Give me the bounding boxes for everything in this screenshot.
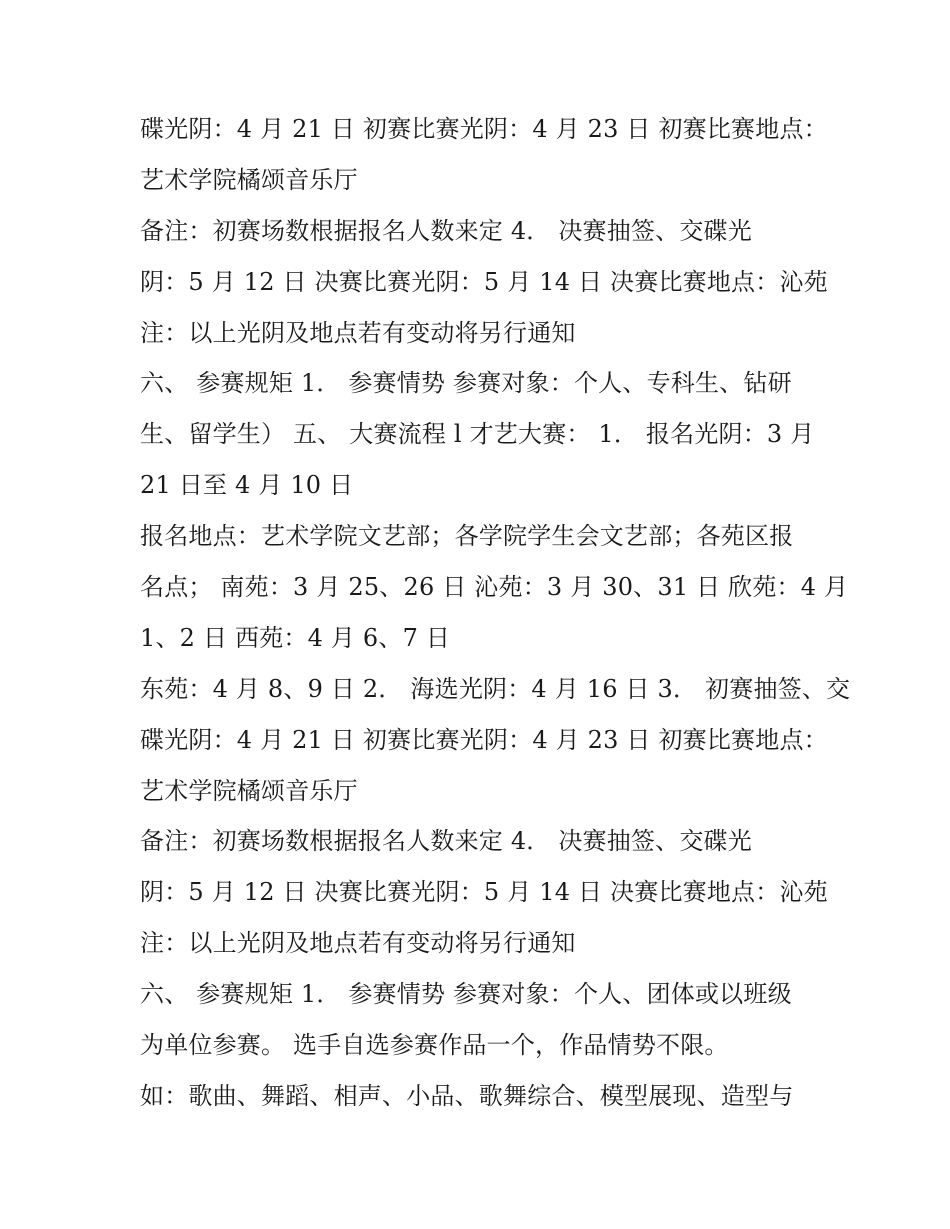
text-line: 艺术学院橘颂音乐厅 — [140, 776, 358, 805]
text-line: 碟光阴：4 月 21 日 初赛比赛光阴：4 月 23 日 初赛比赛地点： — [140, 115, 828, 143]
text-line: 六、 参赛规矩 1． 参赛情势 参赛对象：个人、团体或以班级 — [140, 980, 792, 1009]
text-line: 注：以上光阴及地点若有变动将另行通知 — [140, 318, 576, 347]
text-line: 六、 参赛规矩 1． 参赛情势 参赛对象：个人、专科生、钻研 — [140, 369, 792, 398]
text-line: 备注：初赛场数根据报名人数来定 4． 决赛抽签、交碟光 — [140, 827, 752, 856]
text-line: 碟光阴：4 月 21 日 初赛比赛光阴：4 月 23 日 初赛比赛地点： — [140, 725, 828, 754]
text-line: 生、留学生） 五、 大赛流程 l 才艺大赛： 1． 报名光阴：3 月 — [140, 420, 815, 449]
text-line: 如：歌曲、舞蹈、相声、小品、歌舞综合、模型展现、造型与 — [140, 1081, 794, 1110]
document-text-body — [140, 104, 851, 1122]
text-line: 阴：5 月 12 日 决赛比赛光阴：5 月 14 日 决赛比赛地点：沁苑 — [140, 878, 828, 907]
text-line: 艺术学院橘颂音乐厅 — [140, 165, 358, 194]
text-line: 报名地点：艺术学院文艺部；各学院学生会文艺部；各苑区报 — [140, 522, 794, 551]
text-line: 1、2 日 西苑：4 月 6、7 日 — [140, 623, 451, 652]
text-line: 注：以上光阴及地点若有变动将另行通知 — [140, 929, 576, 958]
text-line: 备注：初赛场数根据报名人数来定 4． 决赛抽签、交碟光 — [140, 216, 752, 245]
text-line: 东苑：4 月 8、9 日 2． 海选光阴：4 月 16 日 3． 初赛抽签、交 — [140, 674, 851, 703]
text-line: 名点； 南苑：3 月 25、26 日 沁苑：3 月 30、31 日 欣苑：4 月 — [140, 573, 849, 602]
text-line: 21 日至 4 月 10 日 — [140, 471, 354, 500]
text-line: 为单位参赛。 选手自选参赛作品一个，作品情势不限。 — [140, 1031, 729, 1060]
text-line: 阴：5 月 12 日 决赛比赛光阴：5 月 14 日 决赛比赛地点：沁苑 — [140, 267, 828, 296]
